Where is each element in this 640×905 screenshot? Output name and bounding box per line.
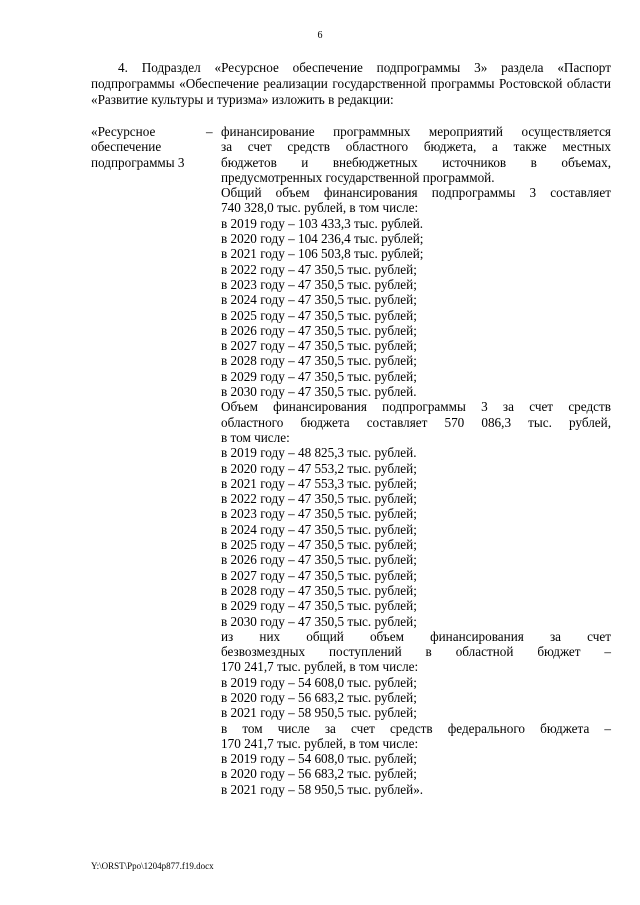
year-line: в 2028 году – 47 350,5 тыс. рублей; — [221, 353, 417, 369]
year-line: в 2020 году – 56 683,2 тыс. рублей; — [221, 766, 417, 782]
content-line: Общий объем финансирования подпрограммы 3 составляет — [221, 185, 611, 201]
year-line: в 2025 году – 47 350,5 тыс. рублей; — [221, 537, 417, 553]
content-line: финансирование программных мероприятий осуществляется — [221, 124, 611, 139]
section-label — [91, 124, 203, 170]
label-line: обеспечение — [91, 139, 162, 155]
year-line: в 2030 году – 47 350,5 тыс. рублей. — [221, 384, 417, 400]
file-path-footer: Y:\ORST\Ppo\1204p877.f19.docx — [91, 861, 214, 871]
year-line: в 2019 году – 54 608,0 тыс. рублей; — [221, 674, 417, 690]
year-line: в 2024 году – 47 350,5 тыс. рублей; — [221, 521, 417, 537]
content-line: безвозмездных поступлений в областной бюджет – — [221, 644, 611, 660]
content-line: за счет средств областного бюджета, а также местных — [221, 139, 611, 155]
label-line: «Ресурсное — [91, 124, 156, 139]
year-line: в 2020 году – 104 236,4 тыс. рублей; — [221, 231, 424, 247]
year-line: в 2029 году – 47 350,5 тыс. рублей; — [221, 598, 417, 614]
year-line: в 2019 году – 48 825,3 тыс. рублей. — [221, 445, 417, 461]
year-line: в 2021 году – 106 503,8 тыс. рублей; — [221, 246, 424, 262]
year-line: в 2025 году – 47 350,5 тыс. рублей; — [221, 307, 417, 323]
content-line: в том числе за счет средств федерального бюджета – — [221, 720, 611, 736]
year-line: в 2022 году – 47 350,5 тыс. рублей; — [221, 491, 417, 507]
year-line: в 2019 году – 103 433,3 тыс. рублей. — [221, 215, 424, 231]
year-line: в 2023 году – 47 350,5 тыс. рублей; — [221, 506, 417, 522]
label-dash: – — [206, 124, 213, 139]
content-line: предусмотренных государственной программой. — [221, 169, 495, 185]
year-line: в 2030 году – 47 350,5 тыс. рублей; — [221, 613, 417, 629]
content-line: Объем финансирования подпрограммы 3 за счет средств — [221, 399, 611, 415]
intro-paragraph: 4. Подраздел «Ресурсное обеспечение подпрограммы 3» раздела «Паспорт подпрограммы «Обеспечение реализации государственной программы Ростовской области «Развитие культуры и туризма» изложить в редакции: — [91, 60, 611, 108]
page-number: 6 — [317, 30, 323, 41]
year-line: в 2021 году – 47 553,3 тыс. рублей; — [221, 475, 417, 491]
year-line: в 2028 году – 47 350,5 тыс. рублей; — [221, 582, 417, 598]
year-line: в 2020 году – 56 683,2 тыс. рублей; — [221, 689, 417, 705]
content-line: бюджетов и внебюджетных источников в объемах, — [221, 154, 611, 170]
content-line: в том числе: — [221, 429, 290, 445]
year-line: в 2029 году – 47 350,5 тыс. рублей; — [221, 368, 417, 384]
year-line: в 2021 году – 58 950,5 тыс. рублей; — [221, 705, 417, 721]
section-content — [221, 124, 611, 797]
year-line: в 2026 году – 47 350,5 тыс. рублей; — [221, 552, 417, 568]
content-line: 740 328,0 тыс. рублей, в том числе: — [221, 200, 419, 216]
year-line: в 2022 году – 47 350,5 тыс. рублей; — [221, 261, 417, 277]
year-line: в 2024 году – 47 350,5 тыс. рублей; — [221, 292, 417, 308]
content-line: 170 241,7 тыс. рублей, в том числе: — [221, 659, 419, 675]
year-line: в 2019 году – 54 608,0 тыс. рублей; — [221, 751, 417, 767]
content-line: из них общий объем финансирования за счет — [221, 628, 611, 644]
year-line: в 2020 году – 47 553,2 тыс. рублей; — [221, 460, 417, 476]
year-line: в 2027 году – 47 350,5 тыс. рублей; — [221, 567, 417, 583]
content-line: 170 241,7 тыс. рублей, в том числе: — [221, 735, 419, 751]
year-line: в 2026 году – 47 350,5 тыс. рублей; — [221, 322, 417, 338]
year-line: в 2021 году – 58 950,5 тыс. рублей». — [221, 781, 424, 797]
year-line: в 2027 году – 47 350,5 тыс. рублей; — [221, 338, 417, 354]
year-line: в 2023 году – 47 350,5 тыс. рублей; — [221, 276, 417, 292]
content-line: областного бюджета составляет 570 086,3 тыс. рублей, — [221, 414, 611, 430]
label-line: подпрограммы 3 — [91, 154, 185, 170]
